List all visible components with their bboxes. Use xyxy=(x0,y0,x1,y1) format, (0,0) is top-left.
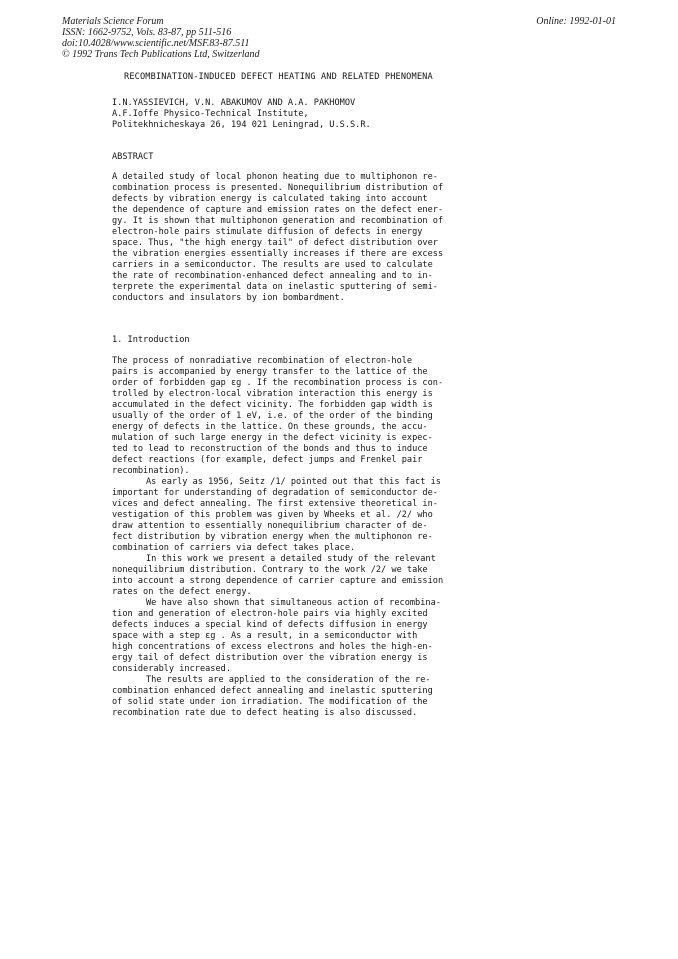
intro-paragraph-4: We have also shown that simultaneous action of recombina- tion and generation of electron-hole pairs via highly excited defects induces a special kind of defects diffusion in energy space with a step εg . As a result, in a semiconductor with high concentrations of excess electrons and holes the high-en- ergy tail of defect distribution over the vibration energy is considerably increased. xyxy=(112,598,441,674)
intro-section xyxy=(112,356,552,719)
abstract-heading: ABSTRACT xyxy=(112,152,154,162)
intro-heading: 1. Introduction xyxy=(112,335,190,345)
intro-paragraph-2: As early as 1956, Seitz /1/ pointed out that this fact is important for understanding of degradation of semiconductor de- vices and defect annealing. The first extensive theoretical in- vestigation of this problem was given by Wheeks et al. /2/ who draw attention to essentially nonequilibrium character of de- fect distribution by vibration energy when the multiphonon re- combination of carriers via defect takes place. xyxy=(112,477,441,553)
abstract-text: A detailed study of local phonon heating due to multiphonon re- combination process is presented. Nonequilibrium distribution of defects by vibration energy is calculated taking into account the dependence of capture and emission rates on the defect ener- gy. It is shown that multiphonon generation and recombination of electron-hole pairs stimulate diffusion of defects in energy space. Thus, "the high energy tail" of defect distribution over the vibration energies essentially increases if there are excess carriers in a semiconductor. The results are used to calculate the rate of recombination-enhanced defect annealing and to in- terprete the experimental data on inelastic sputtering of semi- conductors and insulators by ion bombardment. xyxy=(112,172,444,303)
intro-paragraph-5: The results are applied to the consideration of the re- combination enhanced defect annealing and inelastic sputtering of solid state under ion irradiation. The modification of the recombination rate due to defect heating is also discussed. xyxy=(112,675,433,718)
journal-header xyxy=(62,16,616,60)
copyright-line: © 1992 Trans Tech Publications Ltd, Switzerland xyxy=(62,49,260,60)
intro-paragraph-1: The process of nonradiative recombination of electron-hole pairs is accompanied by energy transfer to the lattice of the order of forbidden gap εg . If the recombination process is con- trolled by electron-local vibration interaction this energy is accumulated in the defect vicinity. The forbidden gap width is usually of the order of 1 eV, i.e. of the order of the binding energy of defects in the lattice. On these grounds, the accu- mulation of such large energy in the defect vicinity is expec- ted to lead to reconstruction of the bonds and thus to induce defect reactions (for example, defect jumps and Frenkel pair recombination). xyxy=(112,356,444,476)
intro-paragraph-3: In this work we present a detailed study of the relevant nonequilibrium distribution. Contrary to the work /2/ we take into account a strong dependence of carrier capture and emission rates on the defect energy. xyxy=(112,554,444,597)
journal-name: Materials Science Forum xyxy=(62,16,164,27)
doi-line: doi:10.4028/www.scientific.net/MSF.83-87.511 xyxy=(62,38,250,49)
affiliation-line-1: A.F.Ioffe Physico-Technical Institute, xyxy=(112,109,309,119)
issn-line: ISSN: 1662-9752, Vols. 83-87, pp 511-516 xyxy=(62,27,232,38)
affiliation-line-2: Politekhnicheskaya 26, 194 021 Leningrad, U.S.S.R. xyxy=(112,120,371,130)
paper-body xyxy=(112,72,552,719)
paper-title: RECOMBINATION-INDUCED DEFECT HEATING AND RELATED PHENOMENA xyxy=(124,72,433,82)
online-date: Online: 1992-01-01 xyxy=(536,16,616,27)
author-names: I.N.YASSIEVICH, V.N. ABAKUMOV AND A.A. PAKHOMOV xyxy=(112,98,356,108)
author-block xyxy=(112,98,552,131)
